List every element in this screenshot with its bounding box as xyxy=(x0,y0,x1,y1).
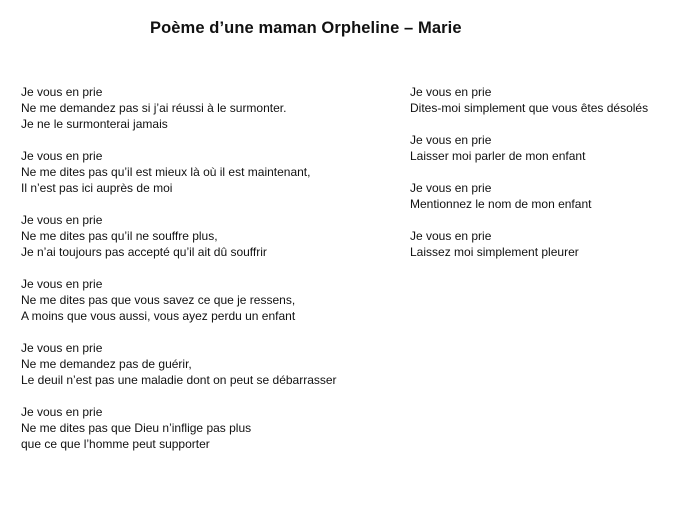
stanza xyxy=(21,340,391,388)
poem-line: A moins que vous aussi, vous ayez perdu un enfant xyxy=(21,309,296,323)
stanza xyxy=(21,84,391,132)
stanza xyxy=(410,84,685,116)
poem-line: Le deuil n’est pas une maladie dont on peut se débarrasser xyxy=(21,373,337,387)
right-column xyxy=(410,84,685,276)
stanza xyxy=(21,276,391,324)
poem-line: Je vous en prie xyxy=(410,133,492,147)
poem-line: Laissez moi simplement pleurer xyxy=(410,245,579,259)
poem-line: Je vous en prie xyxy=(21,149,103,163)
poem-line: Ne me demandez pas si j’ai réussi à le surmonter. xyxy=(21,101,287,115)
poem-line: Ne me dites pas qu’il ne souffre plus, xyxy=(21,229,218,243)
poem-line: Je vous en prie xyxy=(21,85,103,99)
poem-line: Ne me dites pas que vous savez ce que je ressens, xyxy=(21,293,296,307)
poem-line: Je vous en prie xyxy=(21,277,103,291)
poem-line: Je vous en prie xyxy=(21,341,103,355)
stanza xyxy=(21,404,391,452)
left-column xyxy=(21,84,391,468)
stanza xyxy=(21,212,391,260)
poem-line: Je vous en prie xyxy=(21,213,103,227)
poem-line: Je ne le surmonterai jamais xyxy=(21,117,168,131)
poem-line: Laisser moi parler de mon enfant xyxy=(410,149,586,163)
poem-line: Mentionnez le nom de mon enfant xyxy=(410,197,592,211)
stanza xyxy=(410,180,685,212)
poem-line: Je vous en prie xyxy=(410,85,492,99)
poem-line: Je vous en prie xyxy=(21,405,103,419)
stanza xyxy=(21,148,391,196)
poem-line: Ne me demandez pas de guérir, xyxy=(21,357,192,371)
poem-title: Poème d’une maman Orpheline – Marie xyxy=(150,19,462,37)
poem-line: que ce que l’homme peut supporter xyxy=(21,437,210,451)
stanza xyxy=(410,228,685,260)
poem-line: Il n’est pas ici auprès de moi xyxy=(21,181,173,195)
poem-line: Ne me dites pas que Dieu n’inflige pas plus xyxy=(21,421,252,435)
poem-line: Je n’ai toujours pas accepté qu’il ait dû souffrir xyxy=(21,245,267,259)
stanza xyxy=(410,132,685,164)
poem-line: Je vous en prie xyxy=(410,229,492,243)
poem-line: Je vous en prie xyxy=(410,181,492,195)
poem-line: Dites-moi simplement que vous êtes désolés xyxy=(410,101,649,115)
poem-line: Ne me dites pas qu’il est mieux là où il est maintenant, xyxy=(21,165,311,179)
